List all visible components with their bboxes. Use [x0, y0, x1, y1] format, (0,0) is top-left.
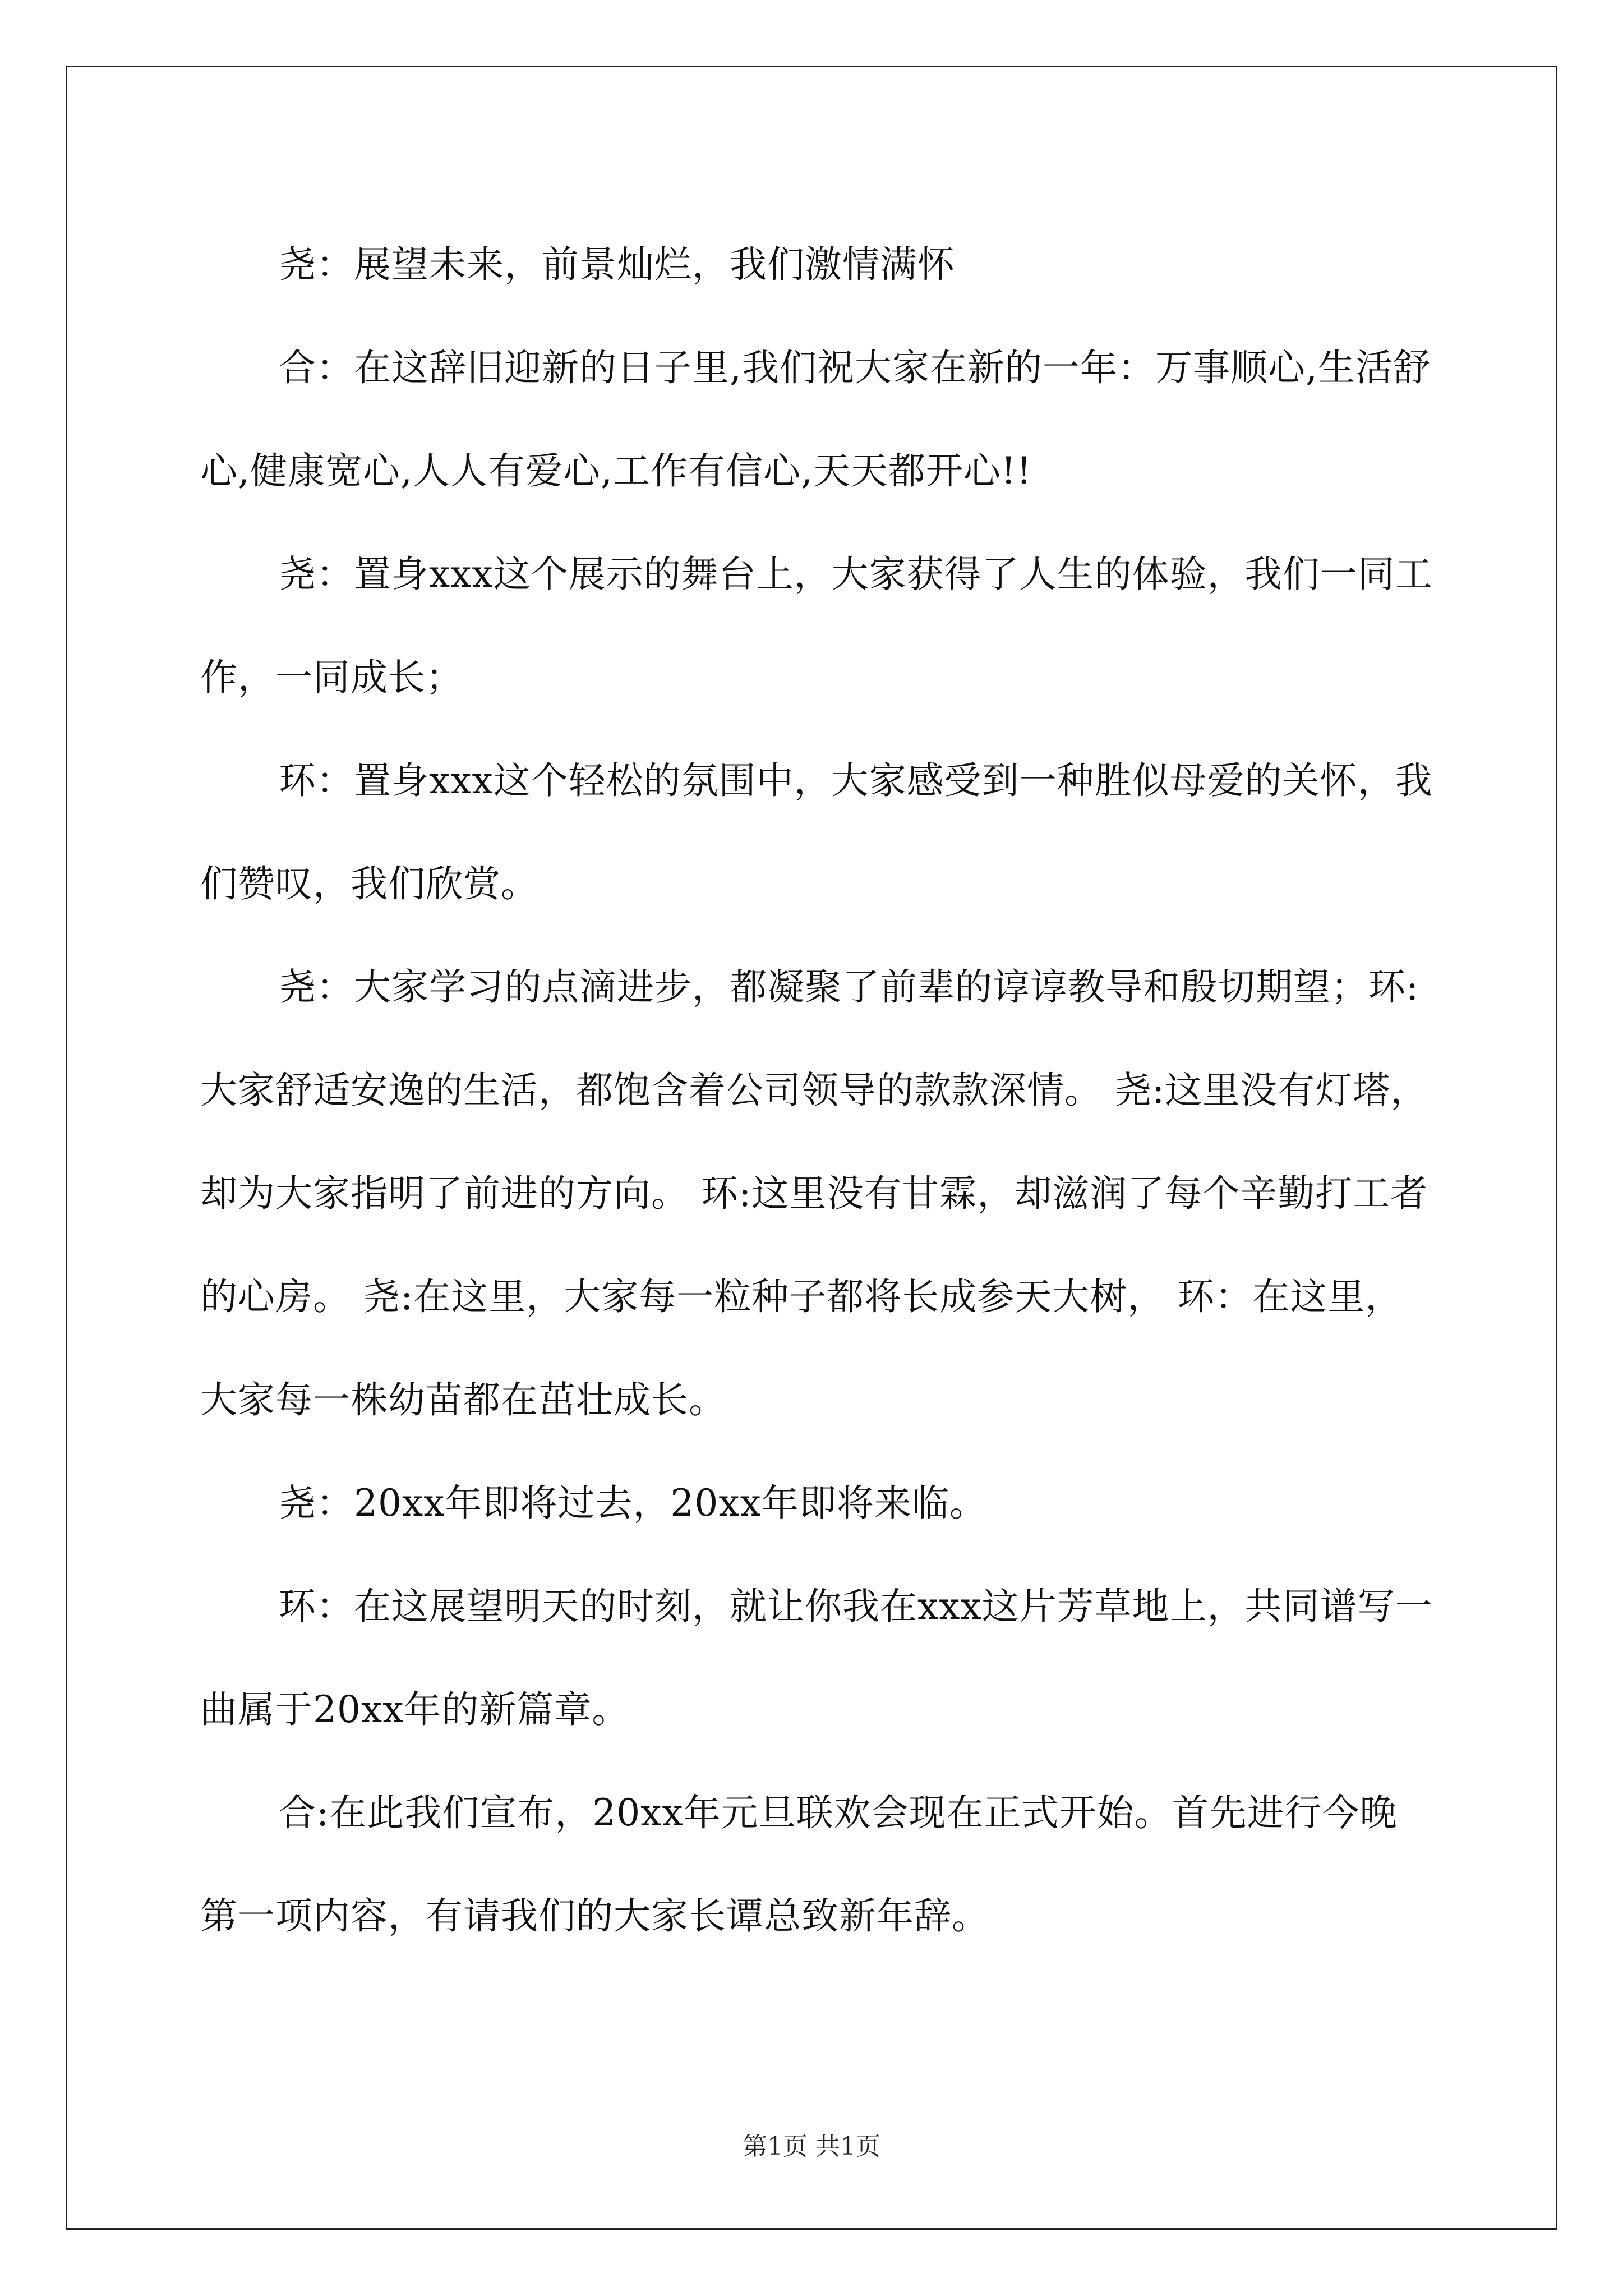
paragraph-8: 合:在此我们宣布，20xx年元旦联欢会现在正式开始。首先进行今晚第一项内容，有请我们的大家长谭总致新年辞。 — [200, 1791, 1398, 1938]
paragraph-1: 尧：展望未来，前景灿烂，我们激情满怀 — [279, 243, 955, 286]
paragraph-3: 尧：置身xxx这个展示的舞台上，大家获得了人生的体验，我们一同工作，一同成长； — [200, 553, 1433, 699]
paragraph-4: 环：置身xxx这个轻松的氛围中，大家感受到一种胜似母爱的关怀，我们赞叹，我们欣赏。 — [200, 759, 1433, 905]
page-footer: 第1页 共1页 — [743, 2132, 880, 2161]
paragraph-6: 尧：20xx年即将过去，20xx年即将来临。 — [279, 1481, 987, 1525]
paragraph-2: 合：在这辞旧迎新的日子里,我们祝大家在新的一年：万事顺心,生活舒心,健康宽心,人人有爱心,工作有信心,天天都开心!! — [200, 346, 1431, 493]
paragraph-7: 环：在这展望明天的时刻，就让你我在xxx这片芳草地上，共同谱写一曲属于20xx年的新篇章。 — [200, 1585, 1433, 1731]
document-body — [200, 213, 1434, 1968]
paragraph-5: 尧：大家学习的点滴进步，都凝聚了前辈的谆谆教导和殷切期望；环:大家舒适安逸的生活，都饱含着公司领导的款款深情。 尧:这里没有灯塔，却为大家指明了前进的方向。 环:这里没有甘霖，却滋润了每个辛勤打工者的心房。 尧:在这里，大家每一粒种子都将长成参天大树， 环：在这里，大家每一株幼苗都在茁壮成长。 — [200, 965, 1428, 1421]
